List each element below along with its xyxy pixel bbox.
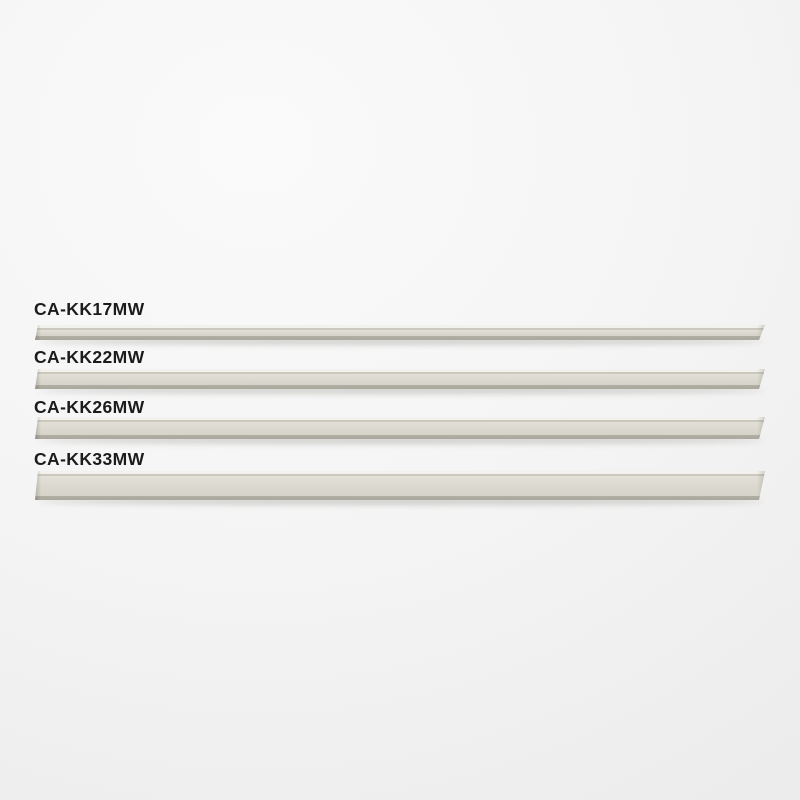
product-label-ca-kk33mw: CA-KK33MW bbox=[34, 449, 145, 469]
product-label-ca-kk17mw: CA-KK17MW bbox=[34, 299, 145, 319]
product-label-ca-kk22mw: CA-KK22MW bbox=[34, 347, 145, 367]
product-bar-ca-kk26mw bbox=[35, 417, 765, 439]
product-bar-ca-kk33mw bbox=[35, 471, 765, 500]
product-bar-ca-kk22mw bbox=[35, 369, 765, 389]
product-bar-ca-kk17mw bbox=[35, 325, 765, 340]
product-label-ca-kk26mw: CA-KK26MW bbox=[34, 397, 145, 417]
